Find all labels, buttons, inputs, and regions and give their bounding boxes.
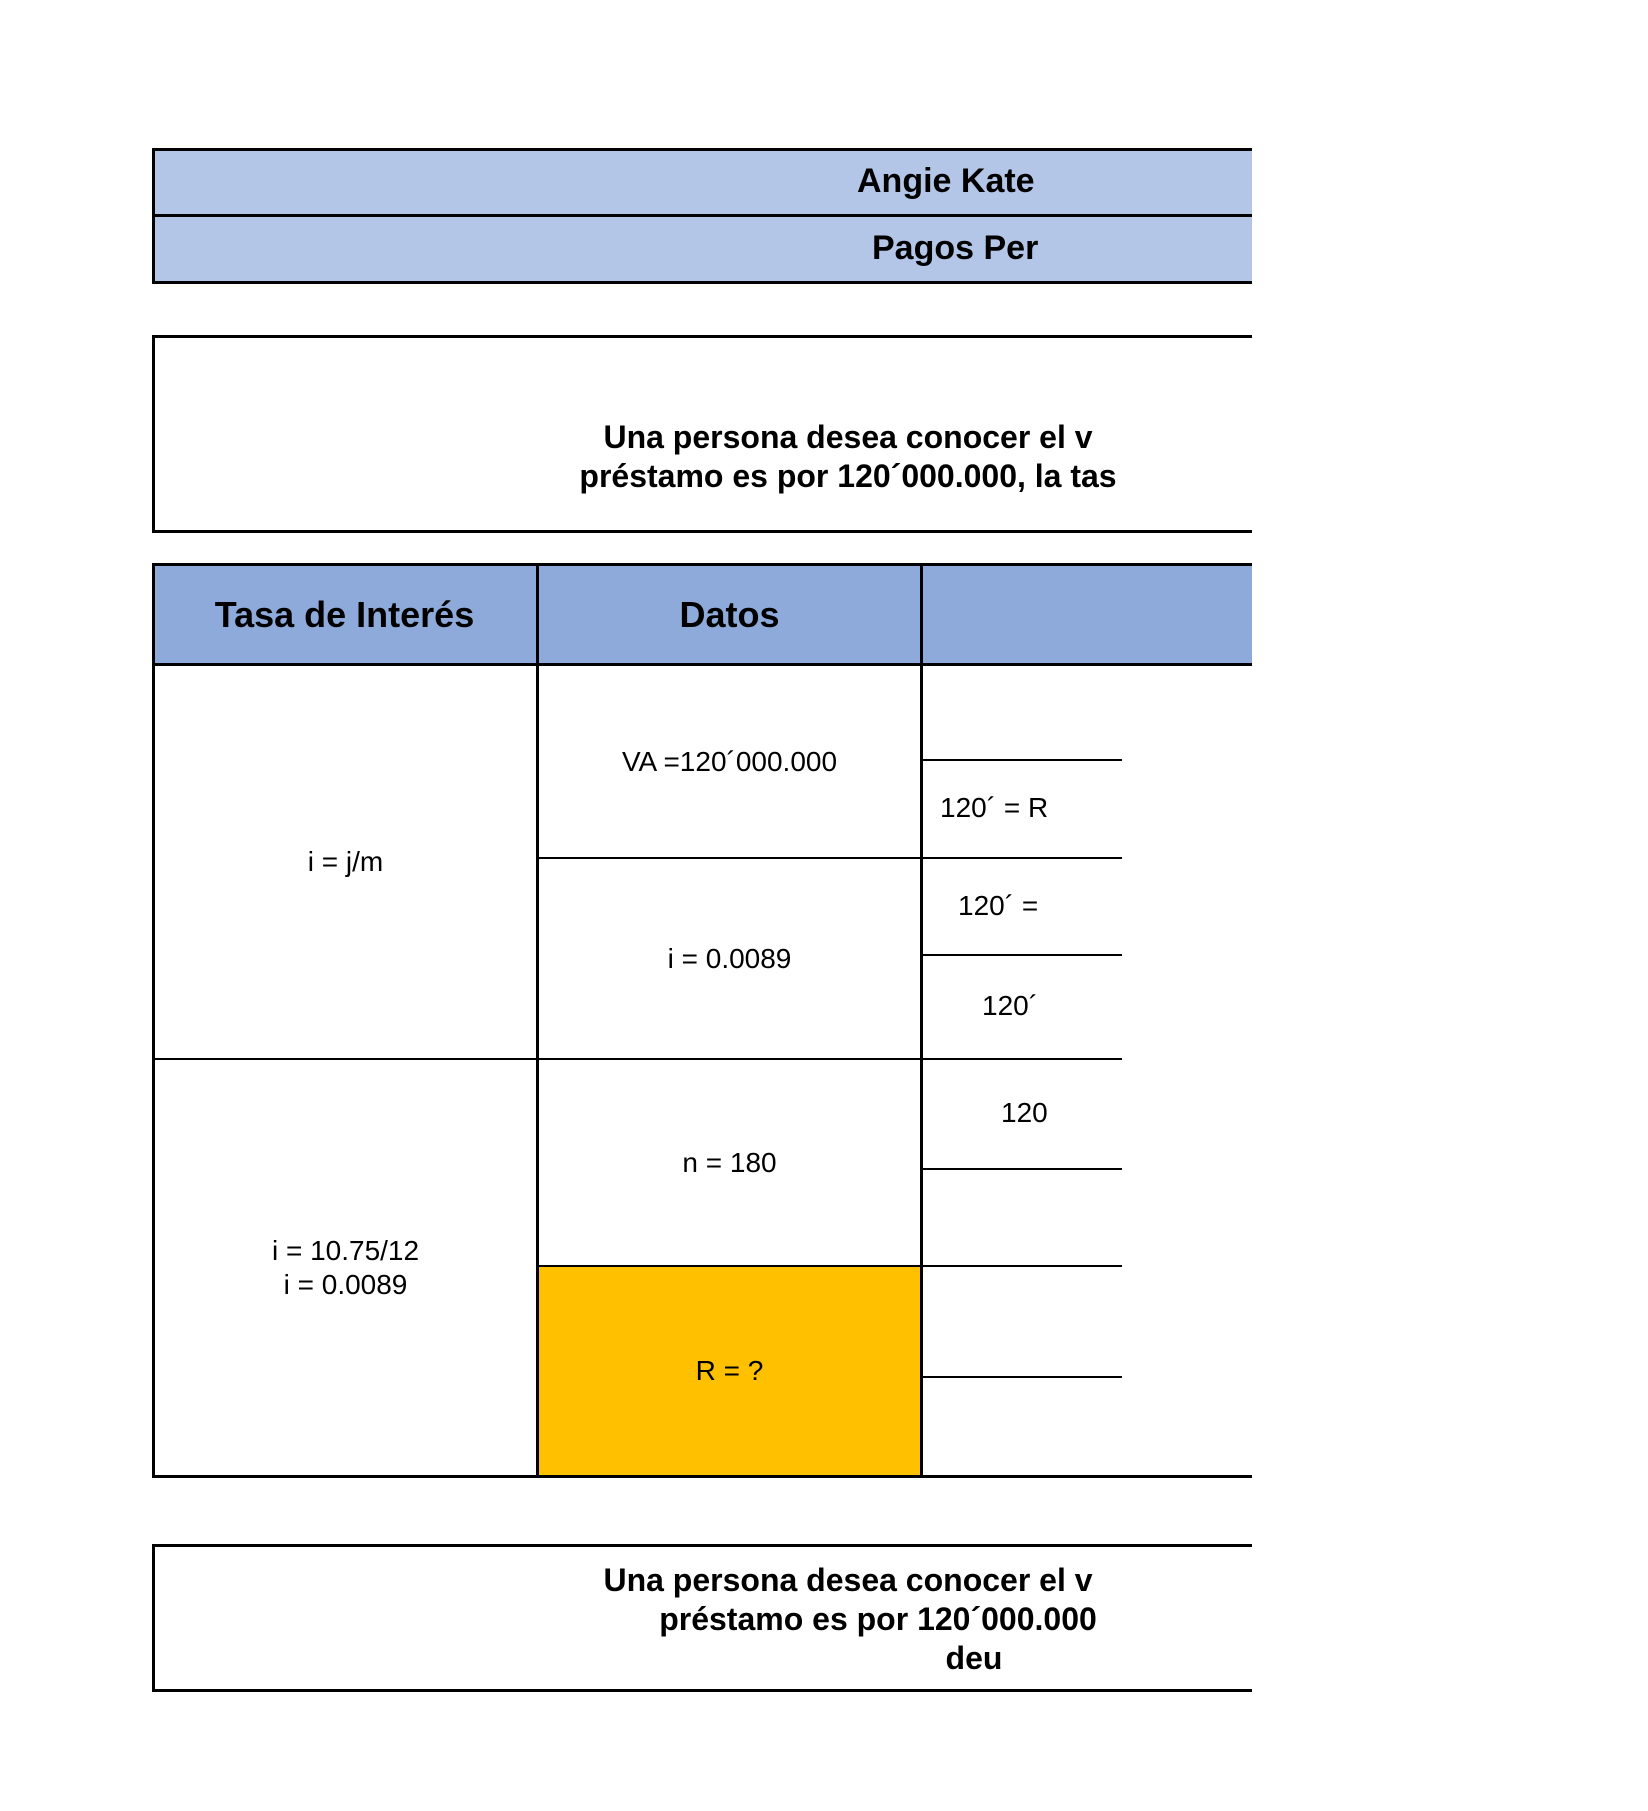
second-problem-line-3: deu	[945, 1640, 1003, 1676]
problem-statement-box	[152, 335, 1252, 533]
solution-line-4	[922, 1058, 1122, 1060]
second-problem-box	[152, 1544, 1252, 1692]
solution-step-4: 120	[1001, 1097, 1048, 1128]
table-border-bottom	[152, 1475, 1252, 1478]
solution-line-5	[922, 1168, 1122, 1170]
solution-step-2: 120´ =	[958, 890, 1039, 921]
table-border-top	[152, 563, 1252, 566]
sheet-subtitle: Pagos Per	[872, 229, 1039, 267]
datos-i: i = 0.0089	[667, 942, 792, 974]
datos-va: VA =120´000.000	[621, 746, 838, 777]
problem-line-1: Una persona desea conocer el v	[603, 419, 1093, 455]
second-problem-line-1: Una persona desea conocer el v	[603, 1562, 1093, 1598]
title-divider	[152, 214, 1252, 217]
tasa-calc-line-1: i = 10.75/12	[271, 1234, 420, 1266]
tasa-calc-line-2: i = 0.0089	[283, 1268, 408, 1300]
datos-r: R = ?	[695, 1355, 764, 1386]
tasa-calculation	[155, 1060, 536, 1475]
problem-statement-text	[48, 418, 1648, 496]
second-problem-text	[48, 1561, 1648, 1678]
second-problem-line-2: préstamo es por 120´000.000	[659, 1601, 1097, 1637]
datos-n: n = 180	[682, 1146, 777, 1178]
solution-step-1: 120´ = R	[940, 792, 1049, 823]
solution-line-7	[922, 1376, 1122, 1378]
problem-line-2: préstamo es por 120´000.000, la tas	[579, 458, 1117, 494]
column-header-tasa: Tasa de Interés	[214, 594, 475, 635]
solution-line-6	[922, 1265, 1122, 1267]
column-divider-2	[920, 563, 923, 1478]
tasa-formula: i = j/m	[307, 845, 384, 877]
solution-line-2	[922, 857, 1122, 859]
solution-step-3: 120´	[982, 990, 1039, 1021]
solution-line-1	[922, 759, 1122, 761]
column-header-datos: Datos	[679, 594, 780, 635]
title-border-top	[152, 148, 1252, 151]
title-border-bottom	[152, 281, 1252, 284]
solution-line-3	[922, 954, 1122, 956]
author-name: Angie Kate	[857, 162, 1035, 200]
title-border-left	[152, 148, 155, 284]
